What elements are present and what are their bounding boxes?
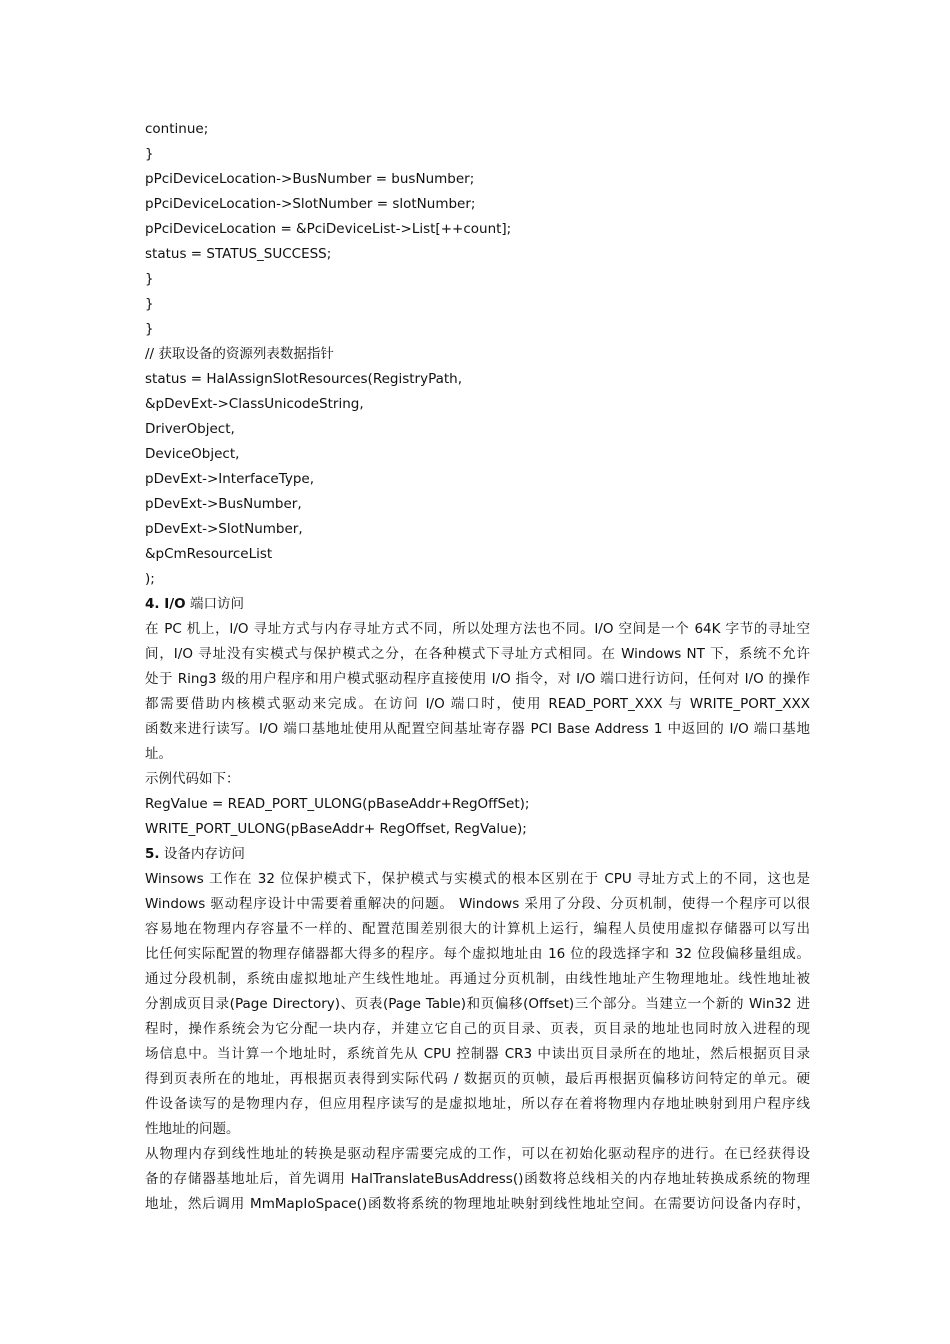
paragraph-line: 程时，操作系统会为它分配一块内存，并建立它自己的页目录、页表，页目录的地址也同时放入进程的现 — [145, 1021, 810, 1037]
code-line: pPciDeviceLocation = &PciDeviceList->List[++count]; — [145, 221, 512, 237]
document-page — [145, 117, 810, 1217]
paragraph-line: 函数来进行读写。I/O 端口基地址使用从配置空间基址寄存器 PCI Base Address 1 中返回的 I/O 端口基地 — [145, 721, 810, 737]
code-line: pDevExt->InterfaceType, — [145, 471, 314, 487]
code-line: status = HalAssignSlotResources(RegistryPath, — [145, 371, 463, 387]
paragraph-line: 址。 — [145, 746, 172, 762]
code-block-io — [145, 792, 810, 842]
section-5-number: 5. — [145, 846, 160, 862]
paragraph-line: 比任何实际配置的物理存储器都大得多的程序。每个虚拟地址由 16 位的段选择字和 32 位段偏移量组成。 — [145, 946, 810, 962]
paragraph-line: 在 PC 机上，I/O 寻址方式与内存寻址方式不同，所以处理方法也不同。I/O 空间是一个 64K 字节的寻址空 — [145, 621, 810, 637]
code-line: pPciDeviceLocation->BusNumber = busNumber; — [145, 171, 475, 187]
paragraph-line: 得到页表所在的地址，再根据页表得到实际代码 / 数据页的页帧，最后再根据页偏移访问特定的单元。硬 — [145, 1071, 810, 1087]
paragraph-line: 分割成页目录(Page Directory)、页表(Page Table)和页偏移(Offset)三个部分。当建立一个新的 Win32 进 — [145, 996, 810, 1012]
paragraph-line: 都需要借助内核模式驱动来完成。在访问 I/O 端口时，使用 READ_PORT_XXX 与 WRITE_PORT_XXX — [145, 696, 810, 712]
code-line: } — [145, 321, 154, 337]
paragraph-line: 性地址的问题。 — [145, 1121, 240, 1137]
paragraph-line: 通过分段机制，系统由虚拟地址产生线性地址。再通过分页机制，由线性地址产生物理地址。线性地址被 — [145, 971, 810, 987]
section-5-title: 设备内存访问 — [159, 846, 245, 862]
paragraph-line: 备的存储器基地址后，首先调用 HalTranslateBusAddress()函数将总线相关的内存地址转换成系统的物理 — [145, 1171, 810, 1187]
paragraph-line: 场信息中。当计算一个地址时，系统首先从 CPU 控制器 CR3 中读出页目录所在的地址，然后根据页目录 — [145, 1046, 810, 1062]
section-4-number: 4. I/O — [145, 596, 186, 612]
code-line: WRITE_PORT_ULONG(pBaseAddr+ RegOffset, RegValue); — [145, 821, 527, 837]
section-4-title: 端口访问 — [185, 596, 244, 612]
example-label: 示例代码如下： — [145, 771, 240, 787]
section-4-paragraph — [145, 617, 810, 767]
paragraph-line: Winsows 工作在 32 位保护模式下，保护模式与实模式的根本区别在于 CPU 寻址方式上的不同，这也是 — [145, 871, 810, 887]
code-line: &pDevExt->ClassUnicodeString, — [145, 396, 364, 412]
section-5-paragraph-1 — [145, 867, 810, 1142]
section-5-paragraph-2 — [145, 1142, 810, 1217]
code-line: pDevExt->SlotNumber, — [145, 521, 303, 537]
code-comment: // 获取设备的资源列表数据指针 — [145, 346, 334, 362]
code-line: &pCmResourceList — [145, 546, 273, 562]
code-line: DeviceObject, — [145, 446, 240, 462]
paragraph-line: Windows 驱动程序设计中需要着重解决的问题。 Windows 采用了分段、分页机制，使得一个程序可以很 — [145, 896, 810, 912]
section-4-heading — [145, 592, 810, 617]
code-line: } — [145, 146, 154, 162]
paragraph-line: 容易地在物理内存容量不一样的、配置范围差别很大的计算机上运行，编程人员使用虚拟存储器可以写出 — [145, 921, 810, 937]
section-5-heading — [145, 842, 810, 867]
code-line: ); — [145, 571, 155, 587]
paragraph-line: 地址，然后调用 MmMapIoSpace()函数将系统的物理地址映射到线性地址空间。在需要访问设备内存时， — [145, 1196, 810, 1212]
code-line: pDevExt->BusNumber, — [145, 496, 302, 512]
code-line: } — [145, 271, 154, 287]
code-line: continue; — [145, 121, 209, 137]
code-line: DriverObject, — [145, 421, 235, 437]
code-line: pPciDeviceLocation->SlotNumber = slotNumber; — [145, 196, 476, 212]
code-line: RegValue = READ_PORT_ULONG(pBaseAddr+RegOffSet); — [145, 796, 530, 812]
code-line: } — [145, 296, 154, 312]
paragraph-line: 从物理内存到线性地址的转换是驱动程序需要完成的工作，可以在初始化驱动程序的进行。在已经获得设 — [145, 1146, 810, 1162]
paragraph-line: 件设备读写的是物理内存，但应用程序读写的是虚拟地址，所以存在着将物理内存地址映射到用户程序线 — [145, 1096, 810, 1112]
paragraph-line: 间，I/O 寻址没有实模式与保护模式之分，在各种模式下寻址方式相同。在 Windows NT 下，系统不允许 — [145, 646, 810, 662]
code-line: status = STATUS_SUCCESS; — [145, 246, 332, 262]
paragraph-line: 处于 Ring3 级的用户程序和用户模式驱动程序直接使用 I/O 指令，对 I/O 端口进行访问，任何对 I/O 的操作 — [145, 671, 810, 687]
code-block-top — [145, 117, 810, 592]
